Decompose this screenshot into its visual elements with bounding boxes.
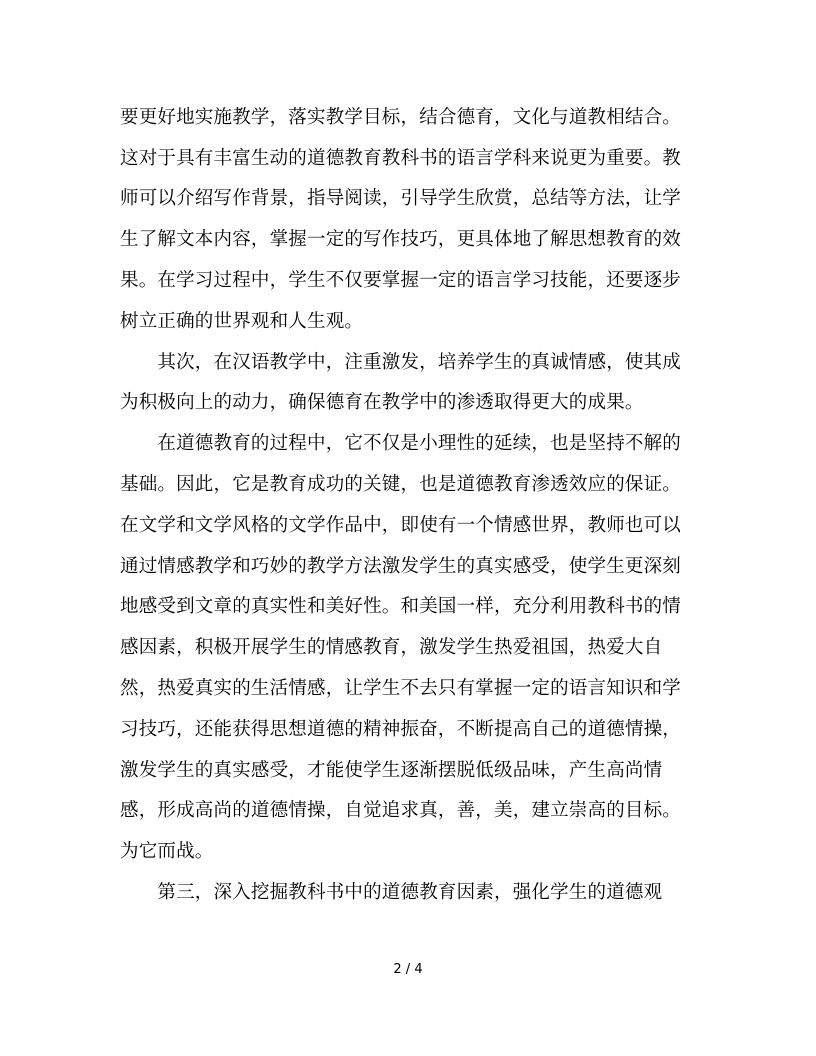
text-line: 这对于具有丰富生动的道德教育教科书的语言学科来说更为重要。教 [120,148,682,169]
text-line: 为它而战。 [120,841,214,862]
text-line: 果。在学习过程中，学生不仅要掌握一定的语言学习技能，还要逐步 [120,270,682,291]
text-line: 在文学和文学风格的文学作品中，即使有一个情感世界，教师也可以 [120,515,682,536]
text-line: 在道德教育的过程中，它不仅是小理性的延续，也是坚持不解的 [120,433,682,454]
text-line: 师可以介绍写作背景，指导阅读，引导学生欣赏，总结等方法，让学 [120,188,682,209]
text-line: 生了解文本内容，掌握一定的写作技巧，更具体地了解思想教育的效 [120,229,682,250]
text-line: 第三，深入挖掘教科书中的道德教育因素，强化学生的道德观 [120,882,663,903]
text-line: 地感受到文章的真实性和美好性。和美国一样，充分利用教科书的情 [120,596,682,617]
text-line: 树立正确的世界观和人生观。 [120,311,364,332]
text-line: 感，形成高尚的道德情操，自觉追求真，善，美，建立崇高的目标。 [120,800,682,821]
text-line: 然，热爱真实的生活情感，让学生不去只有掌握一定的语言知识和学 [120,678,682,699]
text-line: 其次，在汉语教学中，注重激发，培养学生的真诚情感，使其成 [120,352,682,373]
text-line: 要更好地实施教学，落实教学目标，结合德育，文化与道教相结合。 [120,107,682,128]
text-line: 感因素，积极开展学生的情感教育，激发学生热爱祖国，热爱大自 [120,637,663,658]
text-line: 基础。因此，它是教育成功的关键，也是道德教育渗透效应的保证。 [120,474,682,495]
text-line: 习技巧，还能获得思想道德的精神振奋，不断提高自己的道德情操， [120,719,682,740]
text-line: 通过情感教学和巧妙的教学方法激发学生的真实感受，使学生更深刻 [120,556,682,577]
page-number: 2 / 4 [393,962,423,977]
text-line: 激发学生的真实感受，才能使学生逐渐摆脱低级品味，产生高尚情 [120,760,663,781]
text-line: 为积极向上的动力，确保德育在教学中的渗透取得更大的成果。 [120,392,644,413]
